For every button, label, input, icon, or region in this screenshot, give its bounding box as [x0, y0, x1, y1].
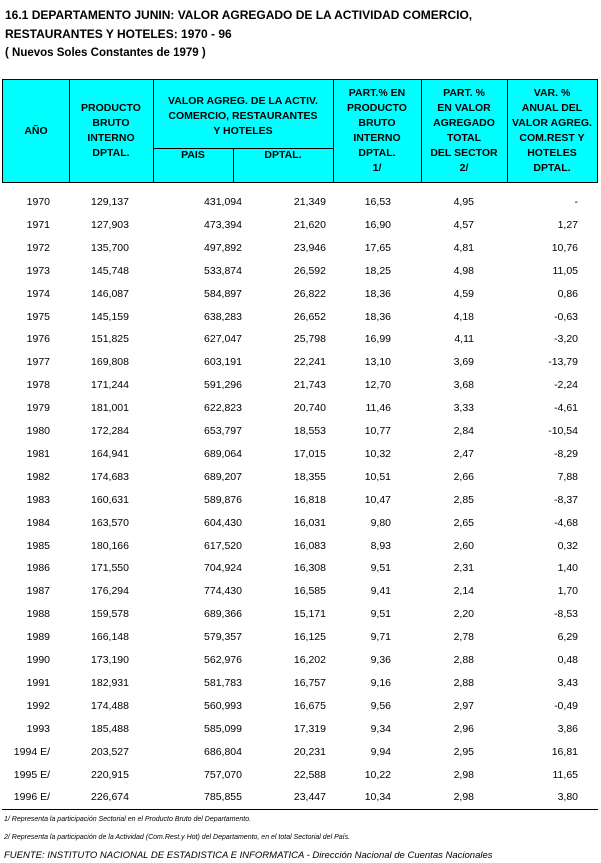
table-row	[2, 723, 598, 746]
cell-year: 1972	[26, 241, 50, 254]
cell-pais: 617,520	[204, 539, 242, 552]
cell-pbi: 182,931	[91, 676, 129, 689]
cell-part-pbi: 18,36	[364, 310, 391, 323]
cell-part-pbi: 9,34	[370, 722, 391, 735]
cell-part-valor: 4,81	[453, 241, 474, 254]
cell-year: 1986	[26, 562, 50, 575]
cell-part-pbi: 9,51	[370, 608, 391, 621]
cell-pbi: 174,488	[91, 699, 129, 712]
cell-dptal: 21,620	[293, 218, 326, 231]
table-row	[2, 242, 598, 265]
cell-pbi: 164,941	[91, 447, 129, 460]
cell-pais: 431,094	[204, 196, 242, 208]
cell-year: 1996 E/	[13, 791, 50, 804]
cell-pbi: 174,683	[91, 470, 129, 483]
cell-year: 1980	[26, 425, 50, 437]
cell-year: 1981	[26, 447, 50, 460]
cell-pais: 579,357	[204, 631, 242, 644]
cell-part-pbi: 12,70	[364, 379, 391, 392]
footnote-2: 2/ Representa la participación de la Actividad (Com.Rest.y Hot) del Departamento, en el total Sectorial del País.	[4, 834, 351, 841]
cell-pais: 757,070	[204, 768, 242, 781]
cell-var: -	[574, 196, 578, 208]
cell-var: -8,37	[554, 493, 578, 506]
cell-part-pbi: 10,34	[364, 791, 391, 804]
cell-dptal: 16,675	[293, 699, 326, 712]
cell-pbi: 180,166	[91, 539, 129, 552]
cell-pbi: 220,915	[91, 768, 129, 781]
table-row	[2, 746, 598, 769]
cell-part-valor: 2,66	[453, 470, 474, 483]
table-row	[2, 288, 598, 311]
cell-var: 1,40	[557, 562, 578, 575]
cell-part-pbi: 9,16	[370, 676, 391, 689]
cell-part-pbi: 8,93	[370, 539, 391, 552]
cell-part-valor: 2,85	[453, 493, 474, 506]
cell-pais: 591,296	[204, 379, 242, 392]
cell-part-pbi: 18,36	[364, 287, 391, 300]
header-year: AÑO	[24, 124, 48, 137]
cell-year: 1989	[26, 631, 50, 644]
cell-year: 1995 E/	[13, 768, 50, 781]
cell-var: 0,86	[557, 287, 578, 300]
cell-pais: 473,394	[204, 218, 242, 231]
cell-dptal: 15,171	[293, 608, 326, 621]
cell-pais: 653,797	[204, 425, 242, 437]
cell-pais: 581,783	[204, 676, 242, 689]
cell-var: 3,80	[557, 791, 578, 804]
table-row	[2, 448, 598, 471]
cell-pais: 585,099	[204, 722, 242, 735]
cell-year: 1992	[26, 699, 50, 712]
cell-var: -3,20	[554, 333, 578, 346]
cell-var: -4,68	[554, 516, 578, 529]
cell-pbi: 145,159	[91, 310, 129, 323]
cell-dptal: 22,241	[293, 356, 326, 369]
cell-year: 1984	[26, 516, 50, 529]
cell-pais: 785,855	[204, 791, 242, 804]
cell-part-valor: 3,69	[453, 356, 474, 369]
table-row	[2, 379, 598, 402]
cell-dptal: 16,585	[293, 585, 326, 598]
cell-pbi: 181,001	[91, 402, 129, 415]
table-row	[2, 562, 598, 585]
cell-dptal: 21,743	[293, 379, 326, 392]
cell-pbi: 159,578	[91, 608, 129, 621]
table-header	[2, 79, 598, 183]
cell-pbi: 146,087	[91, 287, 129, 300]
cell-dptal: 18,355	[293, 470, 326, 483]
cell-year: 1970	[26, 196, 50, 208]
cell-part-valor: 2,31	[453, 562, 474, 575]
cell-pbi: 151,825	[91, 333, 129, 346]
cell-year: 1977	[26, 356, 50, 369]
table-row	[2, 700, 598, 723]
cell-var: 6,29	[557, 631, 578, 644]
cell-part-valor: 2,14	[453, 585, 474, 598]
cell-var: 10,76	[551, 241, 578, 254]
cell-pais: 689,064	[204, 447, 242, 460]
cell-part-pbi: 9,71	[370, 631, 391, 644]
header-part-pbi: PART.% EN PRODUCTO BRUTO INTERNO DPTAL. 1/	[347, 87, 407, 174]
cell-var: -0,49	[554, 699, 578, 712]
cell-pbi: 145,748	[91, 264, 129, 277]
cell-var: -4,61	[554, 402, 578, 415]
header-pbi: PRODUCTO BRUTO INTERNO DPTAL.	[81, 102, 141, 159]
cell-var: -8,29	[554, 447, 578, 460]
cell-year: 1976	[26, 333, 50, 346]
cell-pbi: 171,550	[91, 562, 129, 575]
cell-var: 16,81	[551, 745, 578, 758]
cell-pbi: 127,903	[91, 218, 129, 231]
cell-part-pbi: 10,22	[364, 768, 391, 781]
cell-part-valor: 4,11	[454, 333, 474, 346]
cell-dptal: 20,231	[293, 745, 326, 758]
cell-part-valor: 4,57	[453, 218, 474, 231]
cell-part-valor: 2,60	[453, 539, 474, 552]
cell-part-valor: 2,88	[453, 676, 474, 689]
cell-part-pbi: 10,47	[364, 493, 391, 506]
table-row	[2, 517, 598, 540]
cell-dptal: 26,592	[293, 264, 326, 277]
cell-part-valor: 4,18	[453, 310, 474, 323]
cell-part-pbi: 9,36	[370, 654, 391, 666]
cell-pais: 562,976	[204, 654, 242, 666]
cell-part-pbi: 10,77	[364, 425, 391, 437]
cell-part-valor: 4,95	[453, 196, 474, 208]
cell-var: 0,48	[557, 654, 578, 666]
cell-var: -13,79	[548, 356, 578, 369]
cell-year: 1978	[26, 379, 50, 392]
cell-part-valor: 3,68	[453, 379, 474, 392]
table-row	[2, 769, 598, 792]
table-row	[2, 585, 598, 608]
table-row	[2, 494, 598, 517]
cell-dptal: 22,588	[293, 768, 326, 781]
cell-pais: 627,047	[204, 333, 242, 346]
table-row	[2, 333, 598, 356]
cell-dptal: 17,015	[293, 447, 326, 460]
cell-year: 1993	[26, 722, 50, 735]
table-row	[2, 677, 598, 700]
cell-part-valor: 2,47	[453, 447, 474, 460]
cell-dptal: 25,798	[293, 333, 326, 346]
cell-year: 1975	[26, 310, 50, 323]
cell-var: 0,32	[557, 539, 578, 552]
cell-var: 11,65	[552, 768, 578, 781]
cell-part-valor: 4,59	[453, 287, 474, 300]
header-dptal: DPTAL.	[264, 149, 302, 161]
cell-pbi: 203,527	[91, 745, 129, 758]
cell-pais: 638,283	[204, 310, 242, 323]
table-row	[2, 402, 598, 425]
cell-pais: 686,804	[204, 745, 242, 758]
cell-part-pbi: 9,94	[370, 745, 391, 758]
cell-part-valor: 2,20	[453, 608, 474, 621]
cell-dptal: 26,822	[293, 287, 326, 300]
cell-pbi: 173,190	[91, 654, 129, 666]
cell-year: 1987	[26, 585, 50, 598]
cell-year: 1994 E/	[13, 745, 50, 758]
table-row	[2, 608, 598, 631]
cell-dptal: 26,652	[293, 310, 326, 323]
cell-var: -8,53	[554, 608, 578, 621]
cell-part-pbi: 17,65	[364, 241, 391, 254]
cell-pbi: 129,137	[91, 196, 129, 208]
title-line-1: 16.1 DEPARTAMENTO JUNIN: VALOR AGREGADO DE LA ACTIVIDAD COMERCIO,	[5, 8, 473, 22]
title-units: ( Nuevos Soles Constantes de 1979 )	[5, 47, 206, 59]
cell-dptal: 17,319	[293, 722, 326, 735]
cell-part-pbi: 16,53	[364, 196, 391, 208]
cell-pais: 533,874	[204, 264, 242, 277]
cell-part-pbi: 10,51	[364, 470, 391, 483]
cell-part-pbi: 10,32	[364, 447, 391, 460]
cell-year: 1982	[26, 470, 50, 483]
cell-pbi: 160,631	[91, 493, 129, 506]
cell-pbi: 226,674	[91, 791, 129, 804]
cell-pbi: 166,148	[91, 631, 129, 644]
cell-part-valor: 2,98	[453, 768, 474, 781]
title-line-2: RESTAURANTES Y HOTELES: 1970 - 96	[5, 27, 232, 41]
cell-pais: 589,876	[204, 493, 242, 506]
header-pais: PAIS	[181, 149, 205, 161]
cell-part-pbi: 9,56	[370, 699, 391, 712]
cell-var: -10,54	[548, 425, 578, 437]
cell-var: 11,05	[552, 264, 578, 277]
table-row	[2, 471, 598, 494]
header-var: VAR. % ANUAL DEL VALOR AGREG. COM.REST Y HOTELES DPTAL.	[512, 87, 592, 174]
cell-part-valor: 2,88	[453, 654, 474, 666]
cell-year: 1988	[26, 608, 50, 621]
cell-year: 1985	[26, 539, 50, 552]
cell-var: 1,27	[557, 218, 578, 231]
cell-part-valor: 2,98	[453, 791, 474, 804]
cell-year: 1983	[26, 493, 50, 506]
cell-pais: 560,993	[204, 699, 242, 712]
cell-part-valor: 2,96	[453, 722, 474, 735]
cell-var: -0,63	[554, 310, 578, 323]
cell-pais: 689,207	[204, 470, 242, 483]
cell-part-pbi: 11,46	[365, 402, 391, 415]
cell-pais: 704,924	[204, 562, 242, 575]
cell-part-valor: 3,33	[453, 402, 474, 415]
source-note: FUENTE: INSTITUTO NACIONAL DE ESTADISTICA E INFORMATICA - Dirección Nacional de Cuentas Nacionales	[4, 850, 493, 861]
cell-year: 1973	[26, 264, 50, 277]
cell-dptal: 16,202	[293, 654, 326, 666]
cell-part-valor: 2,84	[453, 425, 474, 437]
cell-part-valor: 2,95	[453, 745, 474, 758]
cell-pais: 604,430	[204, 516, 242, 529]
cell-dptal: 23,946	[293, 241, 326, 254]
cell-part-valor: 2,78	[453, 631, 474, 644]
table-row	[2, 791, 598, 814]
table-row	[2, 425, 598, 448]
cell-pbi: 172,284	[91, 425, 129, 437]
cell-part-pbi: 9,41	[370, 585, 391, 598]
cell-year: 1990	[26, 654, 50, 666]
cell-part-pbi: 9,80	[370, 516, 391, 529]
cell-pbi: 171,244	[91, 379, 129, 392]
cell-dptal: 16,308	[293, 562, 326, 575]
cell-year: 1979	[26, 402, 50, 415]
cell-dptal: 16,125	[293, 631, 326, 644]
cell-pbi: 185,488	[91, 722, 129, 735]
table-row	[2, 654, 598, 677]
cell-dptal: 21,349	[293, 196, 326, 208]
cell-pais: 584,897	[204, 287, 242, 300]
table-bottom-rule	[2, 809, 598, 810]
cell-pbi: 135,700	[91, 241, 129, 254]
cell-part-pbi: 16,99	[364, 333, 391, 346]
cell-pbi: 176,294	[91, 585, 129, 598]
cell-year: 1974	[26, 287, 50, 300]
cell-part-valor: 4,98	[453, 264, 474, 277]
cell-pbi: 163,570	[91, 516, 129, 529]
cell-dptal: 16,757	[293, 676, 326, 689]
table-row	[2, 265, 598, 288]
table-row	[2, 219, 598, 242]
cell-part-pbi: 16,90	[364, 218, 391, 231]
footnote-1: 1/ Representa la participación Sectorial en el Producto Bruto del Departamento.	[4, 816, 252, 823]
cell-dptal: 20,740	[293, 402, 326, 415]
cell-dptal: 16,083	[293, 539, 326, 552]
cell-pbi: 169,808	[91, 356, 129, 369]
table-row	[2, 540, 598, 563]
cell-part-valor: 2,65	[453, 516, 474, 529]
cell-dptal: 16,818	[293, 493, 326, 506]
cell-part-pbi: 13,10	[364, 356, 391, 369]
cell-part-pbi: 9,51	[370, 562, 391, 575]
cell-var: 7,88	[557, 470, 578, 483]
table-row	[2, 196, 598, 219]
header-valor-group: VALOR AGREG. DE LA ACTIV. COMERCIO, RESTAURANTES Y HOTELES	[168, 95, 318, 137]
cell-var: 3,43	[557, 676, 578, 689]
cell-pais: 689,366	[204, 608, 242, 621]
cell-pais: 622,823	[204, 402, 242, 415]
table-title	[5, 6, 472, 63]
header-part-valor: PART. % EN VALOR AGREGADO TOTAL DEL SECTOR 2/	[430, 87, 498, 174]
table-row	[2, 631, 598, 654]
cell-dptal: 16,031	[293, 516, 326, 529]
cell-var: 1,70	[557, 585, 578, 598]
cell-pais: 497,892	[204, 241, 242, 254]
table-row	[2, 356, 598, 379]
cell-var: 3,86	[557, 722, 578, 735]
cell-pais: 774,430	[204, 585, 242, 598]
cell-dptal: 23,447	[293, 791, 326, 804]
cell-year: 1971	[26, 218, 50, 231]
cell-part-pbi: 18,25	[364, 264, 391, 277]
cell-var: -2,24	[554, 379, 578, 392]
cell-part-valor: 2,97	[453, 699, 474, 712]
cell-pais: 603,191	[204, 356, 242, 369]
cell-year: 1991	[26, 676, 50, 689]
table-row	[2, 311, 598, 334]
cell-dptal: 18,553	[293, 425, 326, 437]
